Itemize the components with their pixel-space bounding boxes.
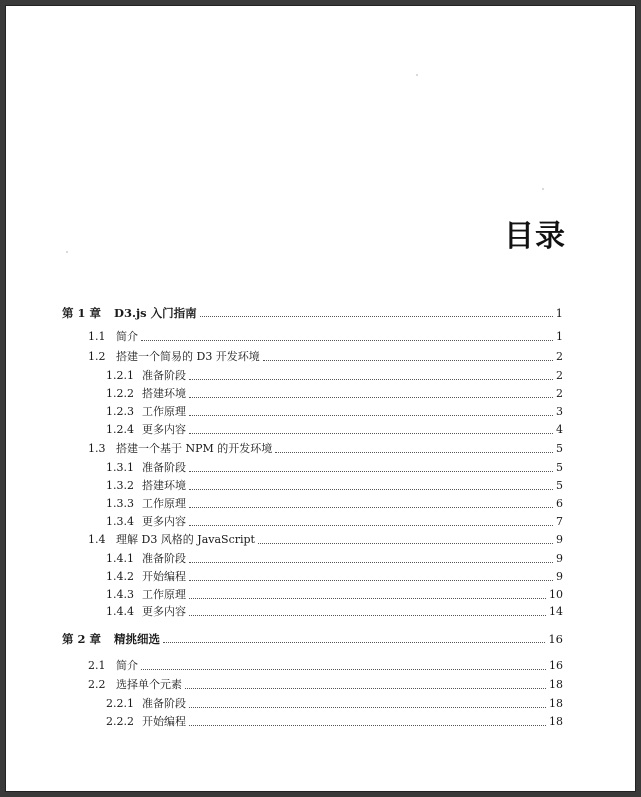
- toc-number: 1.4.1: [106, 552, 134, 565]
- toc-title: 搭建一个基于 NPM 的开发环境: [116, 442, 273, 455]
- toc-page: 2: [556, 350, 563, 363]
- toc-leader: [189, 706, 546, 708]
- toc-page: 9: [556, 552, 563, 565]
- toc-title: 准备阶段: [142, 461, 186, 474]
- toc-page: 18: [549, 697, 563, 710]
- toc-number: 1.4.2: [106, 570, 134, 583]
- toc-title: 理解 D3 风格的 JavaScript: [116, 533, 255, 546]
- toc-entry[interactable]: [6, 584, 635, 602]
- toc-number: 1.4.4: [106, 605, 134, 618]
- toc-number: 第 1 章: [62, 306, 102, 320]
- toc-title: 开始编程: [142, 715, 186, 728]
- toc-leader: [189, 561, 553, 563]
- scan-speck: [66, 251, 68, 253]
- toc-leader: [141, 339, 553, 341]
- toc-heading: 目录: [504, 219, 566, 254]
- toc-entry[interactable]: [6, 383, 635, 401]
- toc-title: 工作原理: [142, 405, 186, 418]
- toc-title: 准备阶段: [142, 697, 186, 710]
- toc-leader: [189, 378, 553, 380]
- toc-page: 2: [556, 369, 563, 382]
- toc-number: 2.2.2: [106, 715, 134, 728]
- toc-entry[interactable]: [6, 401, 635, 419]
- toc-title: 准备阶段: [142, 369, 186, 382]
- toc-page: 14: [549, 605, 563, 618]
- toc-entry[interactable]: [6, 419, 635, 437]
- toc-leader: [163, 641, 545, 643]
- toc-entry[interactable]: [6, 628, 635, 646]
- toc-page: 18: [549, 678, 563, 691]
- toc-page: 18: [549, 715, 563, 728]
- toc-entry[interactable]: [6, 693, 635, 711]
- toc-entry[interactable]: [6, 457, 635, 475]
- toc-title: 搭建环境: [142, 387, 186, 400]
- toc-page: 7: [556, 515, 563, 528]
- toc-page: 9: [556, 533, 563, 546]
- toc-title: D3.js 入门指南: [114, 306, 197, 320]
- toc-entry[interactable]: [6, 529, 635, 547]
- toc-page: 1: [556, 330, 563, 343]
- toc-page: 4: [556, 423, 563, 436]
- toc-page: 9: [556, 570, 563, 583]
- toc-leader: [189, 506, 553, 508]
- toc-number: 1.3.3: [106, 497, 134, 510]
- toc-number: 2.2.1: [106, 697, 134, 710]
- toc-title: 更多内容: [142, 423, 186, 436]
- toc-title: 工作原理: [142, 497, 186, 510]
- toc-leader: [263, 359, 553, 361]
- toc-title: 更多内容: [142, 515, 186, 528]
- toc-number: 1.3.2: [106, 479, 134, 492]
- toc-leader: [258, 542, 553, 544]
- toc-entry[interactable]: [6, 302, 635, 320]
- toc-title: 更多内容: [142, 605, 186, 618]
- toc-leader: [189, 597, 546, 599]
- toc-number: 1.3.1: [106, 461, 134, 474]
- toc-entry[interactable]: [6, 511, 635, 529]
- scan-speck: [542, 188, 544, 190]
- toc-title: 简介: [116, 659, 138, 672]
- toc-page: 5: [556, 442, 563, 455]
- toc-number: 1.3: [88, 442, 106, 455]
- toc-page: 6: [556, 497, 563, 510]
- toc-leader: [275, 451, 553, 453]
- scan-speck: [416, 74, 418, 76]
- toc-leader: [141, 668, 546, 670]
- toc-page: 3: [556, 405, 563, 418]
- toc-title: 开始编程: [142, 570, 186, 583]
- toc-leader: [189, 470, 553, 472]
- toc-leader: [189, 724, 546, 726]
- toc-entry[interactable]: [6, 365, 635, 383]
- toc-page: 1: [555, 306, 563, 320]
- toc-page: 10: [549, 588, 563, 601]
- toc-entry[interactable]: [6, 711, 635, 729]
- toc-title: 工作原理: [142, 588, 186, 601]
- toc-number: 1.2.2: [106, 387, 134, 400]
- toc-entry[interactable]: [6, 548, 635, 566]
- toc-page: 5: [556, 461, 563, 474]
- toc-title: 搭建一个简易的 D3 开发环境: [116, 350, 260, 363]
- toc-entry[interactable]: [6, 438, 635, 456]
- toc-leader: [189, 524, 553, 526]
- toc-number: 1.4.3: [106, 588, 134, 601]
- toc-number: 1.2.1: [106, 369, 134, 382]
- toc-entry[interactable]: [6, 674, 635, 692]
- toc-number: 2.1: [88, 659, 106, 672]
- toc-entry[interactable]: [6, 326, 635, 344]
- toc-leader: [185, 687, 546, 689]
- toc-leader: [189, 414, 553, 416]
- toc-entry[interactable]: [6, 493, 635, 511]
- toc-number: 1.1: [88, 330, 106, 343]
- toc-leader: [189, 488, 553, 490]
- toc-title: 选择单个元素: [116, 678, 182, 691]
- toc-leader: [189, 579, 553, 581]
- toc-entry[interactable]: [6, 475, 635, 493]
- toc-leader: [189, 614, 546, 616]
- toc-page: 16: [549, 659, 563, 672]
- toc-entry[interactable]: [6, 655, 635, 673]
- toc-number: 1.2.4: [106, 423, 134, 436]
- toc-leader: [189, 396, 553, 398]
- toc-title: 简介: [116, 330, 138, 343]
- document-page: [6, 6, 635, 791]
- toc-title: 精挑细选: [114, 632, 160, 646]
- toc-title: 搭建环境: [142, 479, 186, 492]
- toc-page: 5: [556, 479, 563, 492]
- toc-number: 1.2: [88, 350, 106, 363]
- toc-number: 第 2 章: [62, 632, 102, 646]
- toc-leader: [200, 315, 553, 317]
- toc-entry[interactable]: [6, 346, 635, 364]
- toc-number: 1.2.3: [106, 405, 134, 418]
- toc-entry[interactable]: [6, 601, 635, 619]
- toc-page: 2: [556, 387, 563, 400]
- toc-number: 1.3.4: [106, 515, 134, 528]
- toc-title: 准备阶段: [142, 552, 186, 565]
- toc-page: 16: [548, 632, 563, 646]
- toc-leader: [189, 432, 553, 434]
- toc-number: 1.4: [88, 533, 106, 546]
- toc-number: 2.2: [88, 678, 106, 691]
- toc-entry[interactable]: [6, 566, 635, 584]
